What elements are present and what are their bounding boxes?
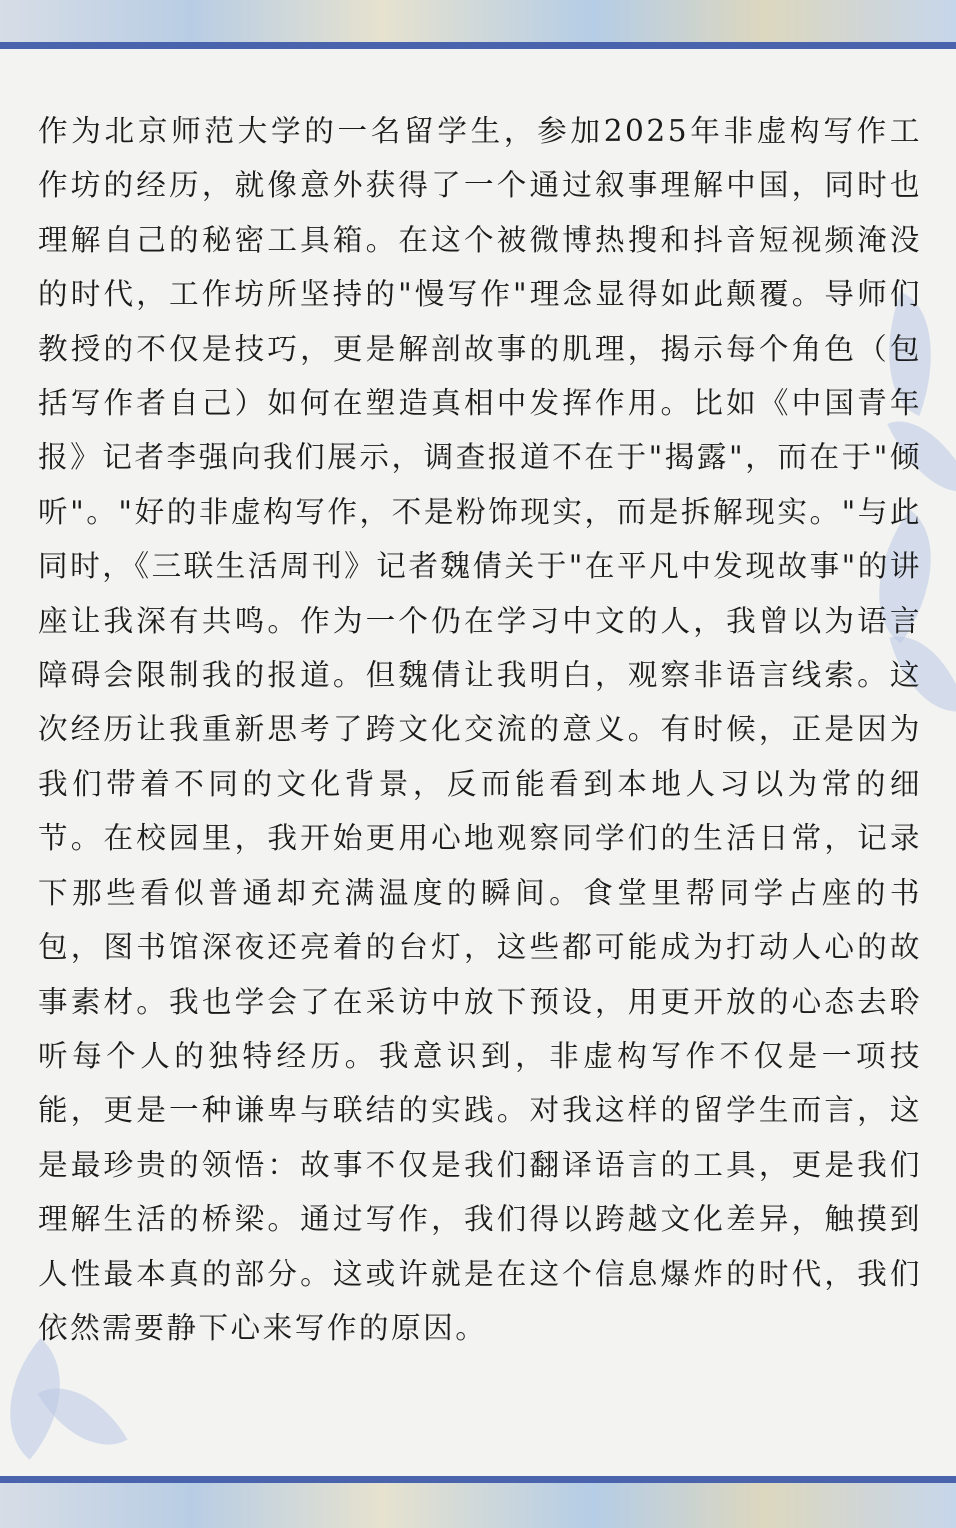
bottom-painted-band [0, 1483, 956, 1528]
top-painted-band [0, 0, 956, 42]
top-rule [0, 42, 956, 49]
article-paper [0, 49, 956, 1476]
article-body: 作为北京师范大学的一名留学生，参加2025年非虚构写作工作坊的经历，就像意外获得了一个通过叙事理解中国，同时也理解自己的秘密工具箱。在这个被微博热搜和抖音短视频淹没的时代，工作坊所坚持的"慢写作"理念显得如此颠覆。导师们教授的不仅是技巧，更是解剖故事的肌理，揭示每个角色（包括写作者自己）如何在塑造真相中发挥作用。比如《中国青年报》记者李强向我们展示，调查报道不在于"揭露"，而在于"倾听"。"好的非虚构写作，不是粉饰现实，而是拆解现实。"与此同时，《三联生活周刊》记者魏倩关于"在平凡中发现故事"的讲座让我深有共鸣。作为一个仍在学习中文的人，我曾以为语言障碍会限制我的报道。但魏倩让我明白，观察非语言线索。这次经历让我重新思考了跨文化交流的意义。有时候，正是因为我们带着不同的文化背景，反而能看到本地人习以为常的细节。在校园里，我开始更用心地观察同学们的生活日常，记录下那些看似普通却充满温度的瞬间。食堂里帮同学占座的书包，图书馆深夜还亮着的台灯，这些都可能成为打动人心的故事素材。我也学会了在采访中放下预设，用更开放的心态去聆听每个人的独特经历。我意识到，非虚构写作不仅是一项技能，更是一种谦卑与联结的实践。对我这样的留学生而言，这是最珍贵的领悟：故事不仅是我们翻译语言的工具，更是我们理解生活的桥梁。通过写作，我们得以跨越文化差异，触摸到人性最本真的部分。这或许就是在这个信息爆炸的时代，我们依然需要静下心来写作的原因。 [38, 114, 922, 1345]
bottom-rule [0, 1476, 956, 1483]
